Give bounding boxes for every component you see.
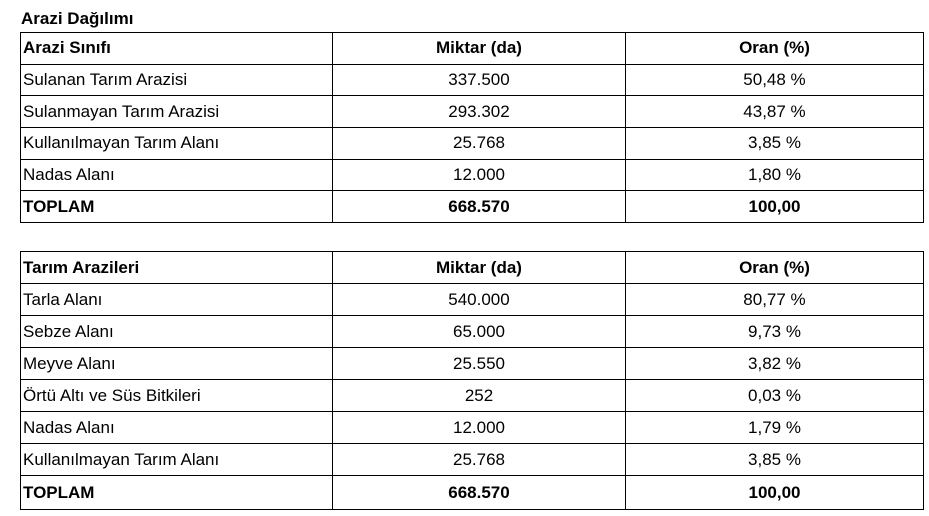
table-row [21, 316, 924, 348]
document-title: Arazi Dağılımı [21, 9, 134, 28]
land-distribution-table [20, 32, 924, 223]
table-row [21, 380, 924, 412]
header-land-class: Arazi Sınıfı [21, 33, 333, 65]
table-header-row [21, 252, 924, 284]
table-row [21, 444, 924, 476]
row-ratio: 80,77 % [626, 284, 924, 316]
row-amount: 25.550 [333, 348, 626, 380]
row-amount: 252 [333, 380, 626, 412]
header-agri-land: Tarım Arazileri [21, 252, 333, 284]
row-label: Kullanılmayan Tarım Alanı [21, 444, 333, 476]
row-amount: 540.000 [333, 284, 626, 316]
total-label: TOPLAM [21, 476, 333, 510]
total-ratio: 100,00 [626, 191, 924, 223]
total-row [21, 191, 924, 223]
table-row [21, 127, 924, 159]
header-ratio: Oran (%) [626, 252, 924, 284]
header-amount: Miktar (da) [333, 252, 626, 284]
row-label: Tarla Alanı [21, 284, 333, 316]
row-amount: 25.768 [333, 444, 626, 476]
table-row [21, 348, 924, 380]
row-label: Örtü Altı ve Süs Bitkileri [21, 380, 333, 412]
row-ratio: 43,87 % [626, 96, 924, 128]
row-label: Nadas Alanı [21, 159, 333, 191]
row-amount: 25.768 [333, 127, 626, 159]
row-ratio: 50,48 % [626, 64, 924, 96]
row-label: Nadas Alanı [21, 412, 333, 444]
row-ratio: 3,82 % [626, 348, 924, 380]
table-row [21, 284, 924, 316]
row-amount: 12.000 [333, 412, 626, 444]
row-amount: 12.000 [333, 159, 626, 191]
table-row [21, 159, 924, 191]
header-ratio: Oran (%) [626, 33, 924, 65]
table-row [21, 412, 924, 444]
row-label: Sulanmayan Tarım Arazisi [21, 96, 333, 128]
total-row [21, 476, 924, 510]
total-label: TOPLAM [21, 191, 333, 223]
row-amount: 65.000 [333, 316, 626, 348]
row-label: Sebze Alanı [21, 316, 333, 348]
total-ratio: 100,00 [626, 476, 924, 510]
table-header-row [21, 33, 924, 65]
table-row [21, 64, 924, 96]
row-label: Sulanan Tarım Arazisi [21, 64, 333, 96]
row-ratio: 1,80 % [626, 159, 924, 191]
row-ratio: 3,85 % [626, 444, 924, 476]
total-amount: 668.570 [333, 191, 626, 223]
row-ratio: 0,03 % [626, 380, 924, 412]
row-ratio: 3,85 % [626, 127, 924, 159]
row-label: Meyve Alanı [21, 348, 333, 380]
row-ratio: 9,73 % [626, 316, 924, 348]
header-amount: Miktar (da) [333, 33, 626, 65]
row-ratio: 1,79 % [626, 412, 924, 444]
total-amount: 668.570 [333, 476, 626, 510]
row-amount: 337.500 [333, 64, 626, 96]
agricultural-land-table [20, 251, 924, 510]
row-amount: 293.302 [333, 96, 626, 128]
row-label: Kullanılmayan Tarım Alanı [21, 127, 333, 159]
table-row [21, 96, 924, 128]
